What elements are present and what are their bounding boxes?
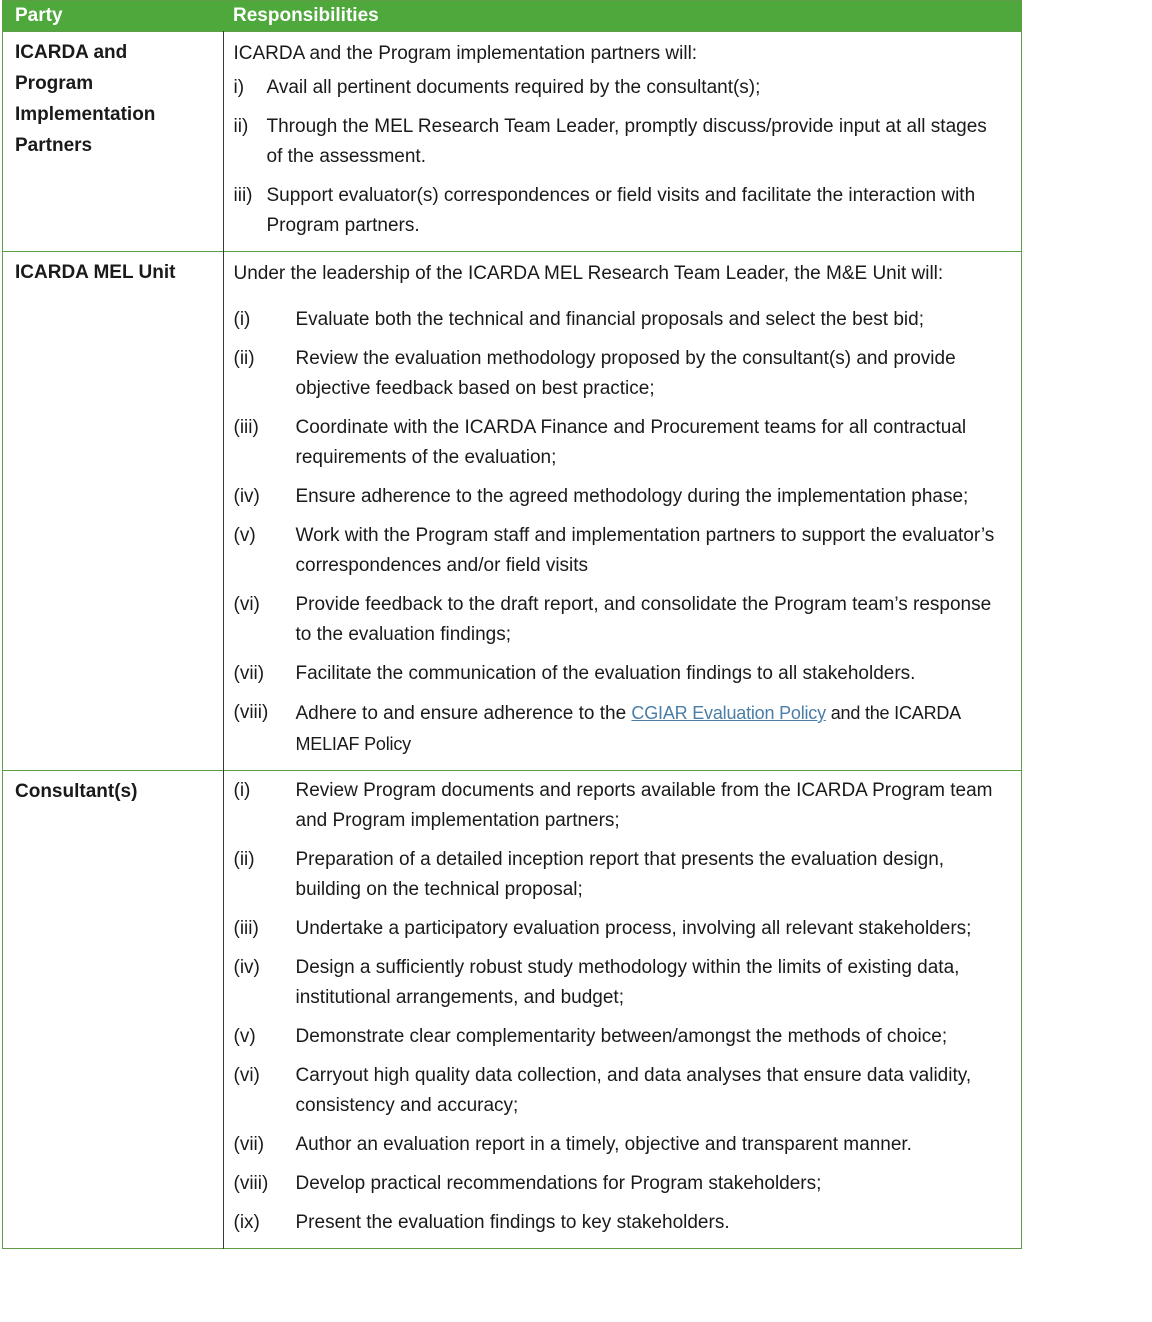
list-item (234, 1208, 1008, 1238)
list-item (234, 413, 1008, 473)
item-number: (viii) (233, 702, 269, 723)
list-item (234, 590, 1008, 650)
item-number: i) (233, 77, 245, 98)
item-number: (i) (233, 309, 251, 330)
item-number: iii) (233, 185, 253, 206)
item-text: Provide feedback to the draft report, and consolidate the Program team’s response to the evaluation findings; (295, 594, 992, 645)
column-header-party: Party (3, 1, 224, 32)
item-number: (v) (233, 1026, 256, 1047)
list-item (234, 344, 1008, 404)
item-text-segment: and the ICARDA MELIAF Policy (295, 703, 960, 754)
item-number: (iv) (233, 486, 260, 507)
responsibilities-list (234, 776, 1008, 1238)
item-number: ii) (233, 116, 249, 137)
list-item (234, 305, 1008, 335)
party-cell-consultants: Consultant(s) (3, 771, 224, 1249)
row-intro: Under the leadership of the ICARDA MEL Research Team Leader, the M&E Unit will: (233, 263, 944, 284)
list-item (234, 953, 1008, 1013)
item-number: (i) (233, 780, 251, 801)
item-number: (vi) (233, 1065, 260, 1086)
item-text: Review Program documents and reports available from the ICARDA Program team and Program implementation partners; (295, 780, 993, 831)
item-number: (iii) (233, 417, 259, 438)
item-text: Carryout high quality data collection, and data analyses that ensure data validity, consistency and accuracy; (295, 1065, 972, 1116)
item-text: Author an evaluation report in a timely, objective and transparent manner. (295, 1134, 912, 1155)
item-text: Avail all pertinent documents required by the consultant(s); (266, 77, 761, 98)
item-text: Coordinate with the ICARDA Finance and Procurement teams for all contractual requirements of the evaluation; (295, 417, 967, 468)
item-text: Review the evaluation methodology proposed by the consultant(s) and provide objective feedback based on best practice; (295, 348, 956, 399)
item-text (296, 698, 1008, 760)
table-row (3, 32, 1022, 252)
item-number: (vi) (233, 594, 260, 615)
responsibilities-list (234, 305, 1008, 760)
item-text: Demonstrate clear complementarity between/amongst the methods of choice; (295, 1026, 948, 1047)
list-item (234, 181, 1008, 241)
list-item (234, 112, 1008, 172)
list-item (234, 1022, 1008, 1052)
item-text: Undertake a participatory evaluation process, involving all relevant stakeholders; (295, 918, 972, 939)
item-number: (v) (233, 525, 256, 546)
item-text: Develop practical recommendations for Program stakeholders; (295, 1173, 822, 1194)
list-item (234, 776, 1008, 836)
list-item (234, 914, 1008, 944)
item-text: Ensure adherence to the agreed methodology during the implementation phase; (295, 486, 969, 507)
item-text: Preparation of a detailed inception report that presents the evaluation design, building on the technical proposal; (295, 849, 945, 900)
list-item (234, 659, 1008, 689)
list-item (234, 482, 1008, 512)
item-text: Design a sufficiently robust study methodology within the limits of existing data, institutional arrangements, and budget; (295, 957, 960, 1008)
item-text: Through the MEL Research Team Leader, promptly discuss/provide input at all stages of the assessment. (266, 116, 987, 167)
row-intro: ICARDA and the Program implementation partners will: (233, 43, 698, 64)
table-header-row (3, 1, 1022, 32)
item-number: (iv) (233, 957, 260, 978)
item-number: (ii) (233, 849, 255, 870)
item-text: Facilitate the communication of the evaluation findings to all stakeholders. (295, 663, 916, 684)
item-text-segment: Adhere to and ensure adherence to the (295, 703, 632, 724)
list-item (234, 1130, 1008, 1160)
list-item (234, 845, 1008, 905)
item-number: (ii) (233, 348, 255, 369)
item-text: Present the evaluation findings to key stakeholders. (295, 1212, 730, 1233)
item-text: Work with the Program staff and implementation partners to support the evaluator’s correspondences and/or field visits (295, 525, 995, 576)
item-text: Support evaluator(s) correspondences or field visits and facilitate the interaction with Program partners. (266, 185, 976, 236)
item-number: (vii) (233, 1134, 265, 1155)
item-number: (vii) (233, 663, 265, 684)
responsibilities-cell (223, 32, 1022, 252)
table-row (3, 252, 1022, 771)
column-header-responsibilities: Responsibilities (223, 1, 1022, 32)
item-number: (viii) (233, 1173, 269, 1194)
list-item (234, 698, 1008, 760)
party-cell-icarda-partners: ICARDA and Program Implementation Partners (3, 32, 224, 252)
cgiar-evaluation-policy-link[interactable]: CGIAR Evaluation Policy (631, 703, 826, 723)
list-item (234, 73, 1008, 103)
party-cell-icarda-mel-unit: ICARDA MEL Unit (3, 252, 224, 771)
table-row (3, 771, 1022, 1249)
item-number: (iii) (233, 918, 259, 939)
responsibilities-list (234, 73, 1008, 241)
list-item (234, 521, 1008, 581)
responsibilities-cell (223, 771, 1022, 1249)
responsibilities-table (2, 0, 1022, 1249)
item-text: Evaluate both the technical and financial proposals and select the best bid; (295, 309, 924, 330)
responsibilities-cell (223, 252, 1022, 771)
list-item (234, 1169, 1008, 1199)
list-item (234, 1061, 1008, 1121)
item-number: (ix) (233, 1212, 260, 1233)
